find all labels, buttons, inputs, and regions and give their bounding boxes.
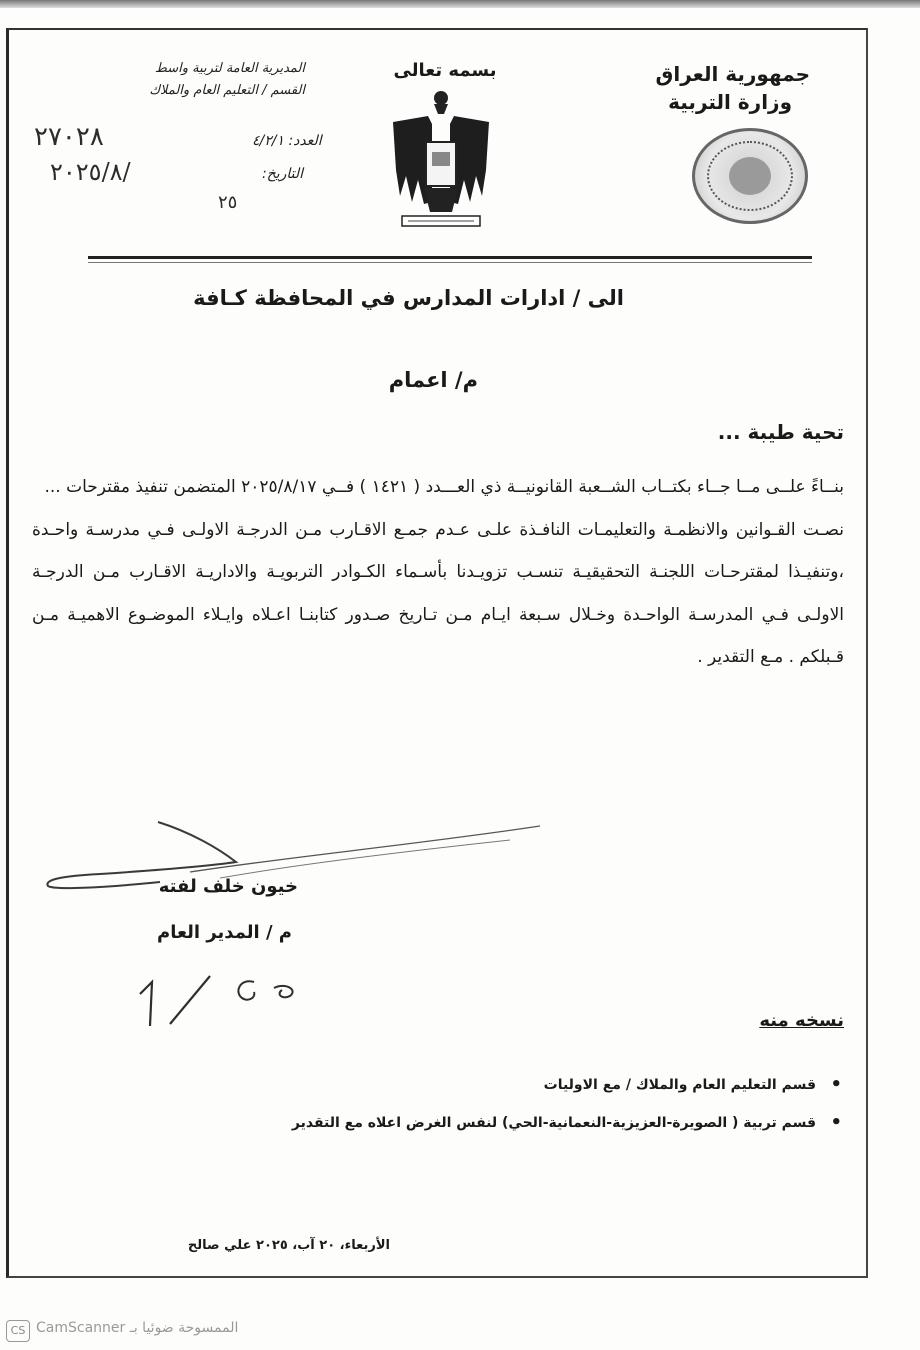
header-divider	[88, 256, 812, 259]
date-extra: ٢٥	[218, 192, 238, 213]
list-item: • قسم تربية ( الصويرة-العزيزية-النعمانية-الحي) لنفس الغرض اعلاه مع التقدير	[122, 1104, 842, 1142]
camscanner-watermark: الممسوحة ضوئيا بـ CamScanner	[36, 1320, 239, 1336]
directorate-header	[95, 58, 305, 102]
department-name: القسم / التعليم العام والملاك	[149, 83, 305, 98]
handwritten-initials-icon	[130, 968, 310, 1028]
copies-heading: نسخه منه	[759, 1010, 844, 1031]
date-value: ٢٠٢٥/٨/	[50, 158, 131, 186]
basmala: بسمه تعالى	[393, 60, 497, 81]
greeting: تحية طيبة ...	[717, 420, 844, 444]
signatory-name: خيون خلف لفته	[158, 876, 298, 897]
country-name: جمهورية العراق	[655, 62, 810, 86]
signatory-title: م / المدير العام	[157, 922, 292, 943]
addressee-line: الى / ادارات المدارس في المحافظة كـافة	[193, 286, 624, 310]
footer-note: الأربعاء، ٢٠ آب، ٢٠٢٥ علي صالح	[187, 1238, 390, 1253]
header-divider-thin	[88, 262, 812, 263]
iraq-eagle-emblem-icon	[388, 84, 494, 234]
list-item: • قسم التعليم العام والملاك / مع الاوليات	[122, 1066, 842, 1104]
ministry-header	[655, 60, 810, 116]
copies-list	[122, 1066, 842, 1142]
date-label: التاريخ:	[262, 166, 304, 182]
signature-scribble-icon	[40, 818, 560, 898]
subject-line: م/ اعمام	[388, 368, 478, 392]
body-paragraph-1: بنــاءً علــى مــا جــاء بكتــاب الشــعبة القانونيــة ذي العـــدد ( ١٤٢١ ) فــي ٢٠٢٥/٨/١٧ المتضمن تنفيذ مقترحات ...	[44, 477, 844, 497]
camscanner-logo-icon: CS	[6, 1320, 30, 1342]
body-paragraph-2: نصـت القـوانين والانظمـة والتعليمـات النافـذة علـى عـدم جمـع الاقـارب مـن الدرجـة الاولـى فـي مدرسـة واحـدة ،وتنفيـذا لمقترحـات اللجنـة التحقيقيـة تنسـب تزويـدنا بأسـماء الكـوادر التربويـة والاداريـة الاقـارب مـن الدرجـة الاولـى فـي المدرسـة الواحـدة وخـلال سـبعة ايـام مـن تـاريخ صـدور كتابنـا اعـلاه وايـلاء الموضـوع الاهميـة مـن قـبلكم . مـع التقدير .	[32, 519, 844, 667]
ministry-seal-icon	[692, 128, 808, 224]
letter-body	[32, 466, 844, 679]
directorate-name: المديرية العامة لتربية واسط	[154, 61, 305, 76]
scan-top-edge	[0, 0, 920, 8]
reference-number-label: العدد: ٤/٢/١	[252, 133, 322, 149]
ministry-name: وزارة التربية	[668, 90, 792, 114]
reference-number-value: ٢٧٠٢٨	[34, 122, 104, 152]
